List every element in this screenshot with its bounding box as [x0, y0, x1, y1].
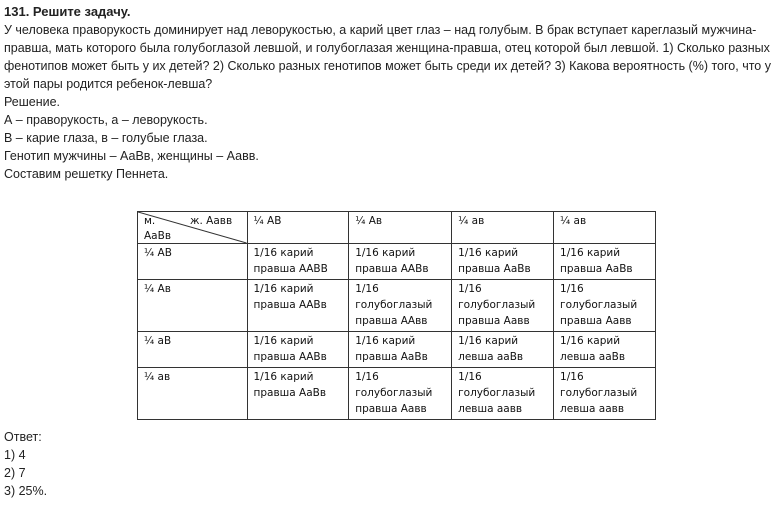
- punnett-row: [138, 332, 656, 368]
- offspring-cell: 1/16 голубоглазый левша аавв: [452, 368, 554, 420]
- punnett-corner-cell: [138, 212, 248, 244]
- female-gamete-header: ¼ Ав: [349, 212, 452, 244]
- male-genotype: АаВв: [144, 230, 172, 242]
- offspring-cell: 1/16 карий правша ААВв: [349, 244, 452, 280]
- offspring-cell: 1/16 голубоглазый правша Аавв: [554, 280, 656, 332]
- offspring-cell: 1/16 карий правша ААВв: [247, 280, 349, 332]
- punnett-row: [138, 368, 656, 420]
- offspring-cell: 1/16 карий правша ААВВ: [247, 244, 349, 280]
- answer-item: 1) 4: [4, 448, 26, 462]
- offspring-cell: 1/16 голубоглазый правша ААвв: [349, 280, 452, 332]
- punnett-row: [138, 280, 656, 332]
- answer-item: 2) 7: [4, 466, 26, 480]
- task-text: У человека праворукость доминирует над леворукостью, а карий цвет глаз – над голубым. В брак вступает кареглазый мужчина-правша, мать которого была голубоглазой левшой, и голубоглазая женщина-правша, отец которой был левшой. 1) Сколько разных фенотипов может быть у их детей? 2) Сколько разных генотипов может быть среди их детей? 3) Какова вероятность (%) того, что у этой пары родится ребенок-левша?: [4, 23, 771, 91]
- document: [4, 3, 776, 183]
- offspring-cell: 1/16 голубоглазый левша аавв: [554, 368, 656, 420]
- male-gamete-header: ¼ Ав: [138, 280, 248, 332]
- solution-line: Генотип мужчины – АаВв, женщины – Аавв.: [4, 149, 259, 163]
- male-gamete-header: ¼ ав: [138, 368, 248, 420]
- offspring-cell: 1/16 карий правша АаВв: [554, 244, 656, 280]
- solution-line: А – праворукость, а – леворукость.: [4, 113, 208, 127]
- answer-heading: Ответ:: [4, 430, 42, 444]
- male-gamete-header: ¼ АВ: [138, 244, 248, 280]
- female-gamete-header: ¼ АВ: [247, 212, 349, 244]
- offspring-cell: 1/16 карий левша ааВв: [554, 332, 656, 368]
- punnett-square: [137, 211, 656, 420]
- offspring-cell: 1/16 голубоглазый правша Аавв: [452, 280, 554, 332]
- answer-block: [4, 428, 47, 500]
- female-gamete-header: ¼ ав: [554, 212, 656, 244]
- solution-heading: Решение.: [4, 95, 61, 109]
- answer-item: 3) 25%.: [4, 484, 48, 498]
- offspring-cell: 1/16 карий левша ааВв: [452, 332, 554, 368]
- offspring-cell: 1/16 карий правша АаВв: [452, 244, 554, 280]
- female-genotype: ж. Аавв: [190, 215, 233, 227]
- offspring-cell: 1/16 голубоглазый правша Аавв: [349, 368, 452, 420]
- solution-line: В – карие глаза, в – голубые глаза.: [4, 131, 208, 145]
- punnett-header-row: [138, 212, 656, 244]
- female-gamete-header: ¼ ав: [452, 212, 554, 244]
- offspring-cell: 1/16 карий правша ААВв: [247, 332, 349, 368]
- offspring-cell: 1/16 карий правша АаВв: [349, 332, 452, 368]
- male-label: м.: [144, 215, 156, 227]
- male-gamete-header: ¼ аВ: [138, 332, 248, 368]
- offspring-cell: 1/16 карий правша АаВв: [247, 368, 349, 420]
- task-title: 131. Решите задачу.: [4, 4, 131, 19]
- solution-line: Составим решетку Пеннета.: [4, 167, 169, 181]
- punnett-row: [138, 244, 656, 280]
